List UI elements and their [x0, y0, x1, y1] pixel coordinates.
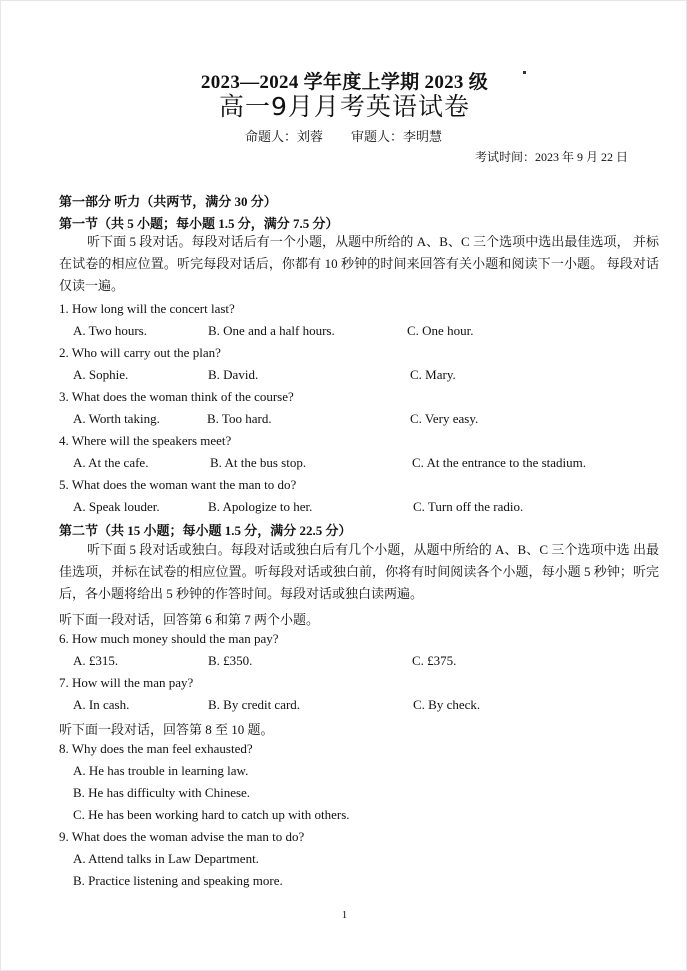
section2-heading: 第二节（共 15 小题；每小题 1.5 分，满分 22.5 分） — [59, 523, 352, 538]
question-9: 9. What does the woman advise the man to do? — [59, 829, 305, 844]
q2-option-b: B. David. — [208, 367, 259, 382]
question-2: 2. Who will carry out the plan? — [59, 345, 221, 360]
q8-option-b: B. He has difficulty with Chinese. — [73, 785, 251, 800]
q5-option-b: B. Apologize to her. — [208, 499, 313, 514]
q1-option-c: C. One hour. — [407, 323, 474, 338]
setter-label: 命题人：刘蓉 — [245, 129, 324, 144]
exam-title-line2: 高一9月月考英语试卷 — [219, 92, 470, 121]
q3-option-b: B. Too hard. — [207, 411, 272, 426]
q8-option-a: A. He has trouble in learning law. — [73, 763, 249, 778]
q3-option-c: C. Very easy. — [410, 411, 479, 426]
q2-option-a: A. Sophie. — [73, 367, 129, 382]
q5-option-c: C. Turn off the radio. — [413, 499, 524, 514]
q1-option-a: A. Two hours. — [73, 323, 147, 338]
q3-option-a: A. Worth taking. — [73, 411, 160, 426]
q9-option-a: A. Attend talks in Law Department. — [73, 851, 259, 866]
note-questions-8-10: 听下面一段对话，回答第 8 至 10 题。 — [59, 722, 274, 737]
exam-title-line1: 2023—2024 学年度上学期 2023 级 — [200, 72, 489, 93]
q6-option-b: B. £350. — [208, 653, 253, 668]
section1-instructions: 听下面 5 段对话。每段对话后有一个小题，从题中所给的 A、B、C 三个选项中选出最佳选项， 并标在试卷的相应位置。听完每段对话后，你都有 10 秒钟的时间来回答有关小题和阅读下一小题。 每段对话仅读一遍。 — [59, 234, 659, 293]
question-1: 1. How long will the concert last? — [59, 301, 235, 316]
q4-option-c: C. At the entrance to the stadium. — [412, 455, 587, 470]
question-8: 8. Why does the man feel exhausted? — [59, 741, 253, 756]
question-6: 6. How much money should the man pay? — [59, 631, 279, 646]
authors-line — [245, 126, 442, 145]
q4-option-a: A. At the cafe. — [73, 455, 149, 470]
exam-date: 考试时间：2023 年 9 月 22 日 — [475, 150, 629, 164]
q5-option-a: A. Speak louder. — [73, 499, 160, 514]
q6-option-c: C. £375. — [412, 653, 457, 668]
page-number: 1 — [341, 909, 348, 921]
question-5: 5. What does the woman want the man to do? — [59, 477, 297, 492]
q7-option-a: A. In cash. — [73, 697, 130, 712]
q7-option-c: C. By check. — [413, 697, 481, 712]
q8-option-c: C. He has been working hard to catch up with others. — [73, 807, 350, 822]
note-questions-6-7: 听下面一段对话，回答第 6 和第 7 两个小题。 — [59, 612, 320, 627]
q1-option-b: B. One and a half hours. — [208, 323, 335, 338]
question-7: 7. How will the man pay? — [59, 675, 194, 690]
stray-dot — [523, 71, 526, 74]
reviewer-label: 审题人：李明慧 — [351, 129, 443, 144]
part1-heading: 第一部分 听力（共两节，满分 30 分） — [59, 194, 277, 209]
q2-option-c: C. Mary. — [410, 367, 456, 382]
section1-heading: 第一节（共 5 小题；每小题 1.5 分，满分 7.5 分） — [59, 216, 339, 231]
q7-option-b: B. By credit card. — [208, 697, 301, 712]
question-4: 4. Where will the speakers meet? — [59, 433, 232, 448]
question-3: 3. What does the woman think of the course? — [59, 389, 294, 404]
q6-option-a: A. £315. — [73, 653, 119, 668]
section2-instructions: 听下面 5 段对话或独白。每段对话或独白后有几个小题，从题中所给的 A、B、C 三个选项中选 出最佳选项，并标在试卷的相应位置。听每段对话或独白前，你将有时间阅读各个小题，每小题 5 秒钟；听完后，各小题将给出 5 秒钟的作答时间。每段对话或独白读两遍。 — [59, 542, 659, 601]
q9-option-b: B. Practice listening and speaking more. — [73, 873, 283, 888]
q4-option-b: B. At the bus stop. — [210, 455, 307, 470]
